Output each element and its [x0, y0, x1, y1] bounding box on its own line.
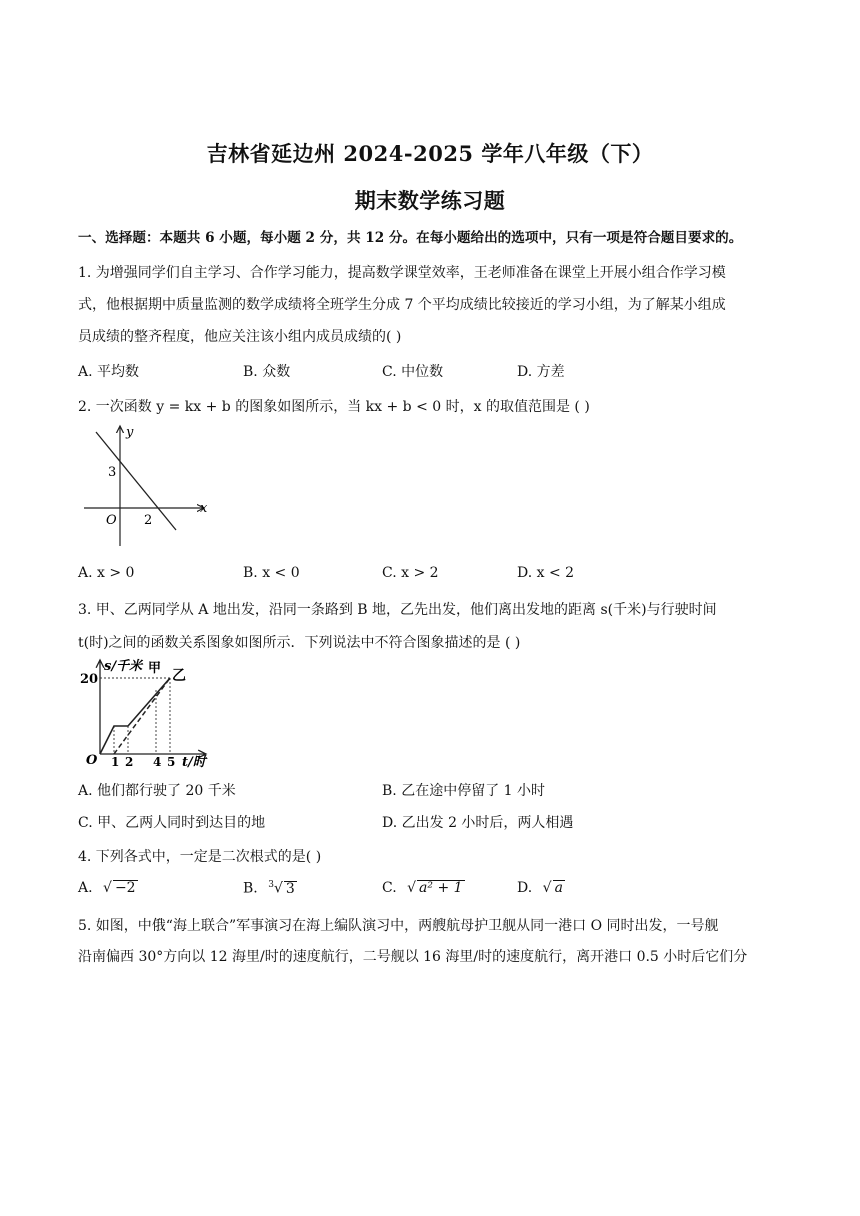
q4-option-d: [517, 880, 565, 896]
q3-label-s: s/千米: [104, 659, 143, 674]
q2-option-a: A. x > 0: [78, 565, 135, 581]
radical-icon: √: [103, 880, 112, 896]
q3-label-yi: 乙: [172, 668, 186, 684]
q2-graph-svg: [82, 420, 222, 550]
q4-option-b-index: 3: [268, 880, 274, 890]
q4-option-a: [78, 880, 138, 896]
q3-label-t: t/时: [182, 755, 206, 768]
q3-line-2: t(时)之间的函数关系图象如图所示．下列说法中不符合图象描述的是 ( ): [78, 635, 521, 651]
q3-graph: [80, 656, 220, 772]
q4-option-b-radicand: 3: [285, 880, 295, 897]
q4-option-b: [243, 880, 297, 897]
q2-stem: 2. 一次函数 y = kx + b 的图象如图所示，当 kx + b < 0 时，x 的取值范围是 ( ): [78, 399, 590, 415]
q4-stem: 4. 下列各式中，一定是二次根式的是( ): [78, 849, 322, 865]
q3-label-jia: 甲: [148, 661, 162, 676]
q1-option-b: B. 众数: [243, 364, 291, 380]
q3-option-d: D. 乙出发 2 小时后，两人相遇: [382, 815, 574, 831]
q3-option-b: B. 乙在途中停留了 1 小时: [382, 783, 545, 799]
q4-option-c: [382, 880, 465, 896]
q2-option-d: D. x < 2: [517, 565, 575, 581]
radical-icon: √: [542, 880, 552, 896]
q3-option-c: C. 甲、乙两人同时到达目的地: [78, 815, 266, 831]
q3-tick-2: 2: [125, 755, 134, 768]
radical-icon: √: [273, 880, 283, 897]
q2-graph: [82, 420, 222, 554]
q4-option-a-radicand: −2: [114, 880, 136, 896]
exam-title: 吉林省延边州 2024-2025 学年八年级（下）: [206, 141, 654, 166]
q1-option-d: D. 方差: [517, 364, 565, 380]
q3-line-1: 3. 甲、乙两同学从 A 地出发，沿同一条路到 B 地，乙先出发，他们离出发地的距离 s(千米)与行驶时间: [78, 602, 717, 618]
q1-option-a: A. 平均数: [78, 364, 140, 380]
q4-option-d-label: D.: [517, 880, 533, 896]
q2-label-y: y: [126, 425, 134, 440]
q3-label-origin: O: [86, 753, 98, 768]
q4-option-c-label: C.: [382, 880, 397, 896]
q1-line-3: 员成绩的整齐程度，他应关注该小组内成员成绩的( ): [78, 329, 402, 345]
q2-label-x: x: [200, 501, 208, 516]
q2-label-3: 3: [108, 465, 117, 480]
q3-label-20: 20: [80, 672, 99, 687]
q1-line-2: 式，他根据期中质量监测的数学成绩将全班学生分成 7 个平均成绩比较接近的学习小组，为了解某小组成: [78, 297, 726, 313]
q4-option-a-label: A.: [78, 880, 93, 896]
q2-option-c: C. x > 2: [382, 565, 439, 581]
q3-tick-5: 5: [167, 755, 176, 768]
q2-label-2: 2: [144, 513, 153, 528]
q2-option-b: B. x < 0: [243, 565, 300, 581]
radical-icon: √: [407, 880, 417, 896]
q5-line-2: 沿南偏西 30°方向以 12 海里/时的速度航行，二号舰以 16 海里/时的速度航行，离开港口 0.5 小时后它们分: [78, 949, 748, 965]
q4-option-d-radicand: a: [554, 880, 563, 896]
q1-option-c: C. 中位数: [382, 364, 444, 380]
q4-option-c-radicand: a² + 1: [419, 880, 463, 896]
q3-graph-svg: [80, 656, 220, 768]
q3-tick-1: 1: [111, 755, 120, 768]
q3-tick-4: 4: [153, 755, 162, 768]
q2-label-origin: O: [106, 513, 117, 528]
exam-subtitle: 期末数学练习题: [354, 188, 506, 213]
q1-line-1: 1. 为增强同学们自主学习、合作学习能力，提高数学课堂效率，王老师准备在课堂上开展小组合作学习模: [78, 265, 726, 281]
q3-line-jia: [114, 678, 170, 754]
q3-line-yi: [100, 678, 170, 754]
q3-option-a: A. 他们都行驶了 20 千米: [78, 783, 236, 799]
q4-option-b-label: B.: [243, 880, 258, 897]
q5-line-1: 5. 如图，中俄“海上联合”军事演习在海上编队演习中，两艘航母护卫舰从同一港口 O 同时出发，一号舰: [78, 918, 719, 934]
section-heading: 一、选择题：本题共 6 小题，每小题 2 分，共 12 分。在每小题给出的选项中，只有一项是符合题目要求的。: [78, 230, 743, 246]
